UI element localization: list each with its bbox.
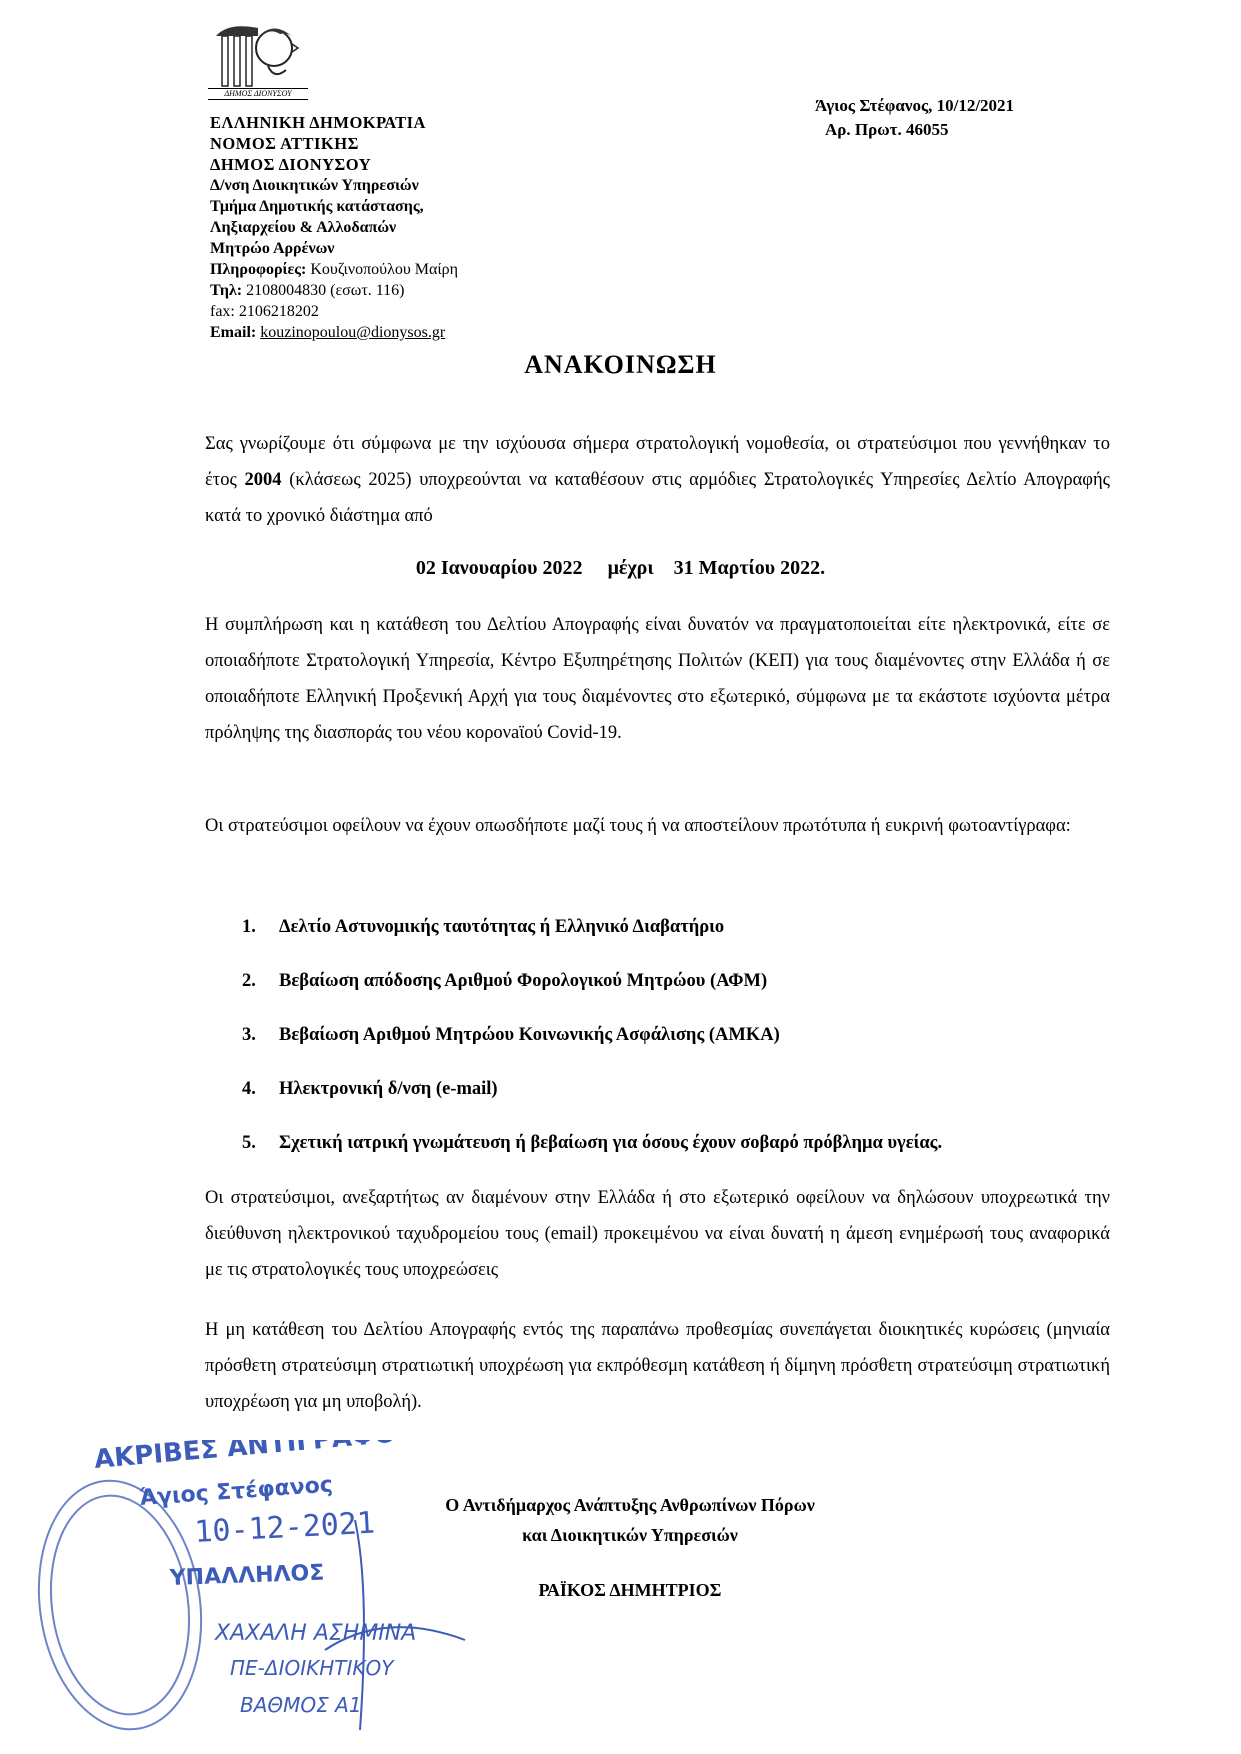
header-fax: fax: 2106218202 (210, 303, 319, 320)
stamp-date: 10-12-2021 (193, 1505, 376, 1550)
email-link[interactable]: kouzinopoulou@dionysos.gr (260, 324, 446, 341)
header-registry: Μητρώο Αρρένων (210, 240, 335, 257)
header-prefecture: ΝΟΜΟΣ ΑΤΤΙΚΗΣ (210, 134, 359, 153)
list-item: 5. Σχετική ιατρική γνωμάτευση ή βεβαίωση για όσους έχουν σοβαρό πρόβλημα υγείας. (242, 1133, 943, 1153)
date-protocol-block (815, 94, 1014, 142)
sender-block (210, 112, 570, 343)
email-obligation-paragraph: Οι στρατεύσιμοι, ανεξαρτήτως αν διαμένουν στην Ελλάδα ή στο εξωτερικό οφείλουν να δηλώσουν υποχρεωτικά την διεύθυνση ηλεκτρονικού ταχυδρομείου τους (email) προκειμένου να είναι δυνατή η άμεση ενημέρωσή τους αναφορικά με τις στρατολογικές τους υποχρεώσεις (205, 1188, 1110, 1280)
stamp-place: Άγιος Στέφανος (138, 1472, 334, 1511)
list-item: 4. Ηλεκτρονική δ/νση (e-mail) (242, 1079, 498, 1099)
stamp-role: ΥΠΑΛΛΗΛΟΣ (169, 1560, 325, 1591)
stamp-handwritten-title: ΠΕ-ΔΙΟΙΚΗΤΙΚΟΥ (230, 1656, 394, 1680)
header-directorate: Δ/νση Διοικητικών Υπηρεσιών (210, 177, 419, 194)
header-municipality: ΔΗΜΟΣ ΔΙΟΝΥΣΟΥ (210, 155, 372, 174)
place-date: Άγιος Στέφανος, 10/12/2021 (815, 96, 1015, 115)
birth-year: 2004 (244, 470, 282, 490)
header-department: Τμήμα Δημοτικής κατάστασης, (210, 198, 424, 215)
header-phone: Τηλ: 2108004830 (εσωτ. 116) (210, 282, 405, 299)
signatory-name: ΡΑΪΚΟΣ ΔΗΜΗΤΡΙΟΣ (538, 1580, 722, 1600)
date-to: 31 Μαρτίου 2022. (673, 557, 826, 579)
list-item: 2. Βεβαίωση απόδοσης Αριθμού Φορολογικού Μητρώου (ΑΦΜ) (242, 971, 768, 991)
logo-emblem-icon (208, 18, 308, 88)
signatory-title: Ο Αντιδήμαρχος Ανάπτυξης Ανθρωπίνων Πόρων (445, 1495, 815, 1515)
stamp-handwritten-name: ΧΑΧΑΛΗ ΑΣΗΜΙΝΑ (215, 1621, 417, 1646)
signatory-title-cont: και Διοικητικών Υπηρεσιών (522, 1525, 738, 1545)
page-title: ΑΝΑΚΟΙΝΩΣΗ (524, 350, 717, 379)
penalties-paragraph: Η μη κατάθεση του Δελτίου Απογραφής εντός της παραπάνω προθεσμίας συνεπάγεται διοικητικές κυρώσεις (μηνιαία πρόσθετη στρατεύσιμη στρατιωτική υποχρέωση για εκπρόθεσμη κατάθεση ή δίμηνη πρόσθετη στρατεύσιμη στρατιωτική υποχρέωση για μη υποβολή). (205, 1320, 1110, 1412)
submission-paragraph: Η συμπλήρωση και η κατάθεση του Δελτίου Απογραφής είναι δυνατόν να πραγματοποιείται είτε ηλεκτρονικά, είτε σε οποιαδήποτε Στρατολογική Υπηρεσία, Κέντρο Εξυπηρέτησης Πολιτών (ΚΕΠ) για τους διαμένοντες στην Ελλάδα ή σε οποιαδήποτε Ελληνική Προξενική Αρχή για τους διαμένοντες στο εξωτερικό, σύμφωνα με τα εκάστοτε ισχύοντα μέτρα πρόληψης της διασποράς του νέου κορονaϊού Covid-19. (205, 615, 1110, 743)
protocol-number: Αρ. Πρωτ. 46055 (825, 120, 949, 139)
required-documents-list (242, 912, 942, 1182)
header-email: Email: kouzinopoulou@dionysos.gr (210, 324, 446, 341)
list-item: 1. Δελτίο Αστυνομικής ταυτότητας ή Ελληνικό Διαβατήριο (242, 917, 725, 937)
required-docs-intro: Οι στρατεύσιμοι οφείλουν να έχουν οπωσδήποτε μαζί τους ή να αποστείλουν πρωτότυπα ή ευκρινή φωτοαντίγραφα: (205, 816, 1071, 836)
stamp-handwritten-grade: ΒΑΘΜΟΣ Α1 (240, 1693, 362, 1717)
deadline-dates (0, 557, 1241, 580)
municipality-logo (208, 18, 308, 98)
header-department-cont: Ληξιαρχείου & Αλλοδαπών (210, 219, 397, 236)
intro-paragraph: Σας γνωρίζουμε ότι σύμφωνα με την ισχύουσα σήμερα στρατολογική νομοθεσία, οι στρατεύσιμοι που γεννήθηκαν το έτος 2004 (κλάσεως 2025) υποχρεούνται να καταθέσουν στις αρμόδιες Στρατολογικές Υπηρεσίες Δελτίο Απογραφής κατά το χρονικό διάστημα από (205, 434, 1110, 526)
logo-caption: ΔΗΜΟΣ ΔΙΟΝΥΣΟΥ (208, 88, 308, 100)
header-info: Πληροφορίες: Κουζινοπούλου Μαίρη (210, 261, 459, 278)
signature-block (420, 1490, 840, 1550)
stamp-header: ΑΚΡΙΒΕΣ ΑΝΤΙΓΡΑΦΟ (92, 1440, 398, 1475)
date-until: μέχρι (607, 557, 654, 579)
date-from: 02 Ιανουαρίου 2022 (415, 557, 583, 579)
header-country: ΕΛΛΗΝΙΚΗ ΔΗΜΟΚΡΑΤΙΑ (210, 113, 426, 132)
list-item: 3. Βεβαίωση Αριθμού Μητρώου Κοινωνικής Ασφάλισης (ΑΜΚΑ) (242, 1025, 780, 1045)
